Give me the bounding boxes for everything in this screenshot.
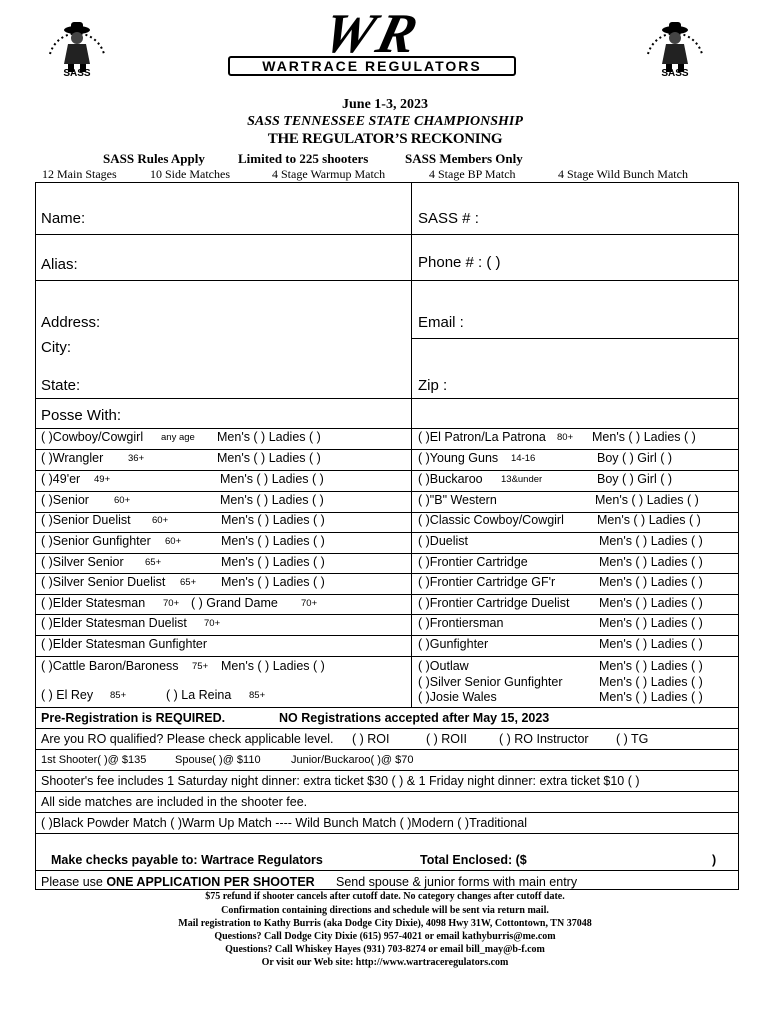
- category-right-0-options[interactable]: Men's ( ) Ladies ( ): [592, 430, 696, 444]
- row-line: [36, 812, 738, 813]
- category-left-8[interactable]: ( )Elder Statesman: [41, 596, 146, 610]
- stage-5: 4 Stage Wild Bunch Match: [558, 167, 688, 181]
- footer-line-5: Questions? Call Whiskey Hayes (931) 703-8274 or email bill_may@b-f.com: [225, 944, 545, 955]
- logo-banner: [228, 56, 516, 76]
- stage-3: 4 Stage Warmup Match: [272, 167, 386, 181]
- category-right-1[interactable]: ( )Young Guns: [418, 451, 499, 465]
- category-right-10-options[interactable]: Men's ( ) Ladies ( ): [599, 637, 703, 651]
- category-left-11-note: 75+: [192, 661, 209, 672]
- application-note: [41, 875, 315, 889]
- row-line: [36, 428, 738, 429]
- category-right-9[interactable]: ( )Frontiersman: [418, 616, 504, 630]
- preregistration-required: Pre-Registration is REQUIRED.: [41, 711, 226, 725]
- category-left-9[interactable]: ( )Elder Statesman Duelist: [41, 616, 187, 630]
- category-left-8-options[interactable]: ( ) Grand Dame: [191, 596, 278, 610]
- category-right-11[interactable]: ( )Outlaw: [418, 659, 469, 673]
- ro-option-tg[interactable]: ( ) TG: [616, 732, 649, 746]
- category-left-10[interactable]: ( )Elder Statesman Gunfighter: [41, 637, 208, 651]
- stage-2: 10 Side Matches: [150, 167, 230, 181]
- rule-3: SASS Members Only: [405, 151, 523, 166]
- row-line: [36, 728, 738, 729]
- alias-field[interactable]: Alias:: [41, 256, 78, 273]
- side-matches-note: All side matches are included in the shooter fee.: [41, 795, 308, 809]
- category-left-5-options[interactable]: Men's ( ) Ladies ( ): [221, 534, 325, 548]
- category-left-1[interactable]: ( )Wrangler: [41, 451, 104, 465]
- category-right-4[interactable]: ( )Classic Cowboy/Cowgirl: [418, 513, 564, 527]
- category-right-9-options[interactable]: Men's ( ) Ladies ( ): [599, 616, 703, 630]
- row-line: [36, 449, 738, 450]
- category-right-13[interactable]: ( )Josie Wales: [418, 690, 497, 704]
- category-right-13-options[interactable]: Men's ( ) Ladies ( ): [599, 690, 703, 704]
- total-enclosed[interactable]: Total Enclosed: ($: [420, 853, 527, 867]
- row-line: [36, 635, 738, 636]
- category-left-11[interactable]: ( )Cattle Baron/Baroness: [41, 659, 179, 673]
- category-left-3-note: 60+: [114, 495, 131, 506]
- registration-form: [35, 182, 739, 890]
- row-line: [36, 707, 738, 708]
- category-right-0[interactable]: ( )El Patron/La Patrona: [418, 430, 546, 444]
- application-note-prefix: Please use: [41, 875, 107, 889]
- event-title: SASS TENNESSEE STATE CHAMPIONSHIP: [247, 114, 523, 129]
- row-line: [36, 656, 738, 657]
- category-left-0-options[interactable]: Men's ( ) Ladies ( ): [217, 430, 321, 444]
- category-left-11-options[interactable]: Men's ( ) Ladies ( ): [221, 659, 325, 673]
- category-right-2[interactable]: ( )Buckaroo: [418, 472, 483, 486]
- category-right-2-note: 13&under: [501, 474, 543, 485]
- event-subtitle: THE REGULATOR’S RECKONING: [267, 131, 503, 147]
- checks-payable: Make checks payable to: Wartrace Regulators: [51, 853, 323, 867]
- application-note-suffix: Send spouse & junior forms with main entry: [336, 875, 578, 889]
- posse-field[interactable]: Posse With:: [41, 407, 122, 424]
- category-left-2[interactable]: ( )49'er: [41, 472, 81, 486]
- wartrace-logo: [222, 3, 522, 84]
- category-right-11-options[interactable]: Men's ( ) Ladies ( ): [599, 659, 703, 673]
- footer-line-3: Mail registration to Kathy Burris (aka Dodge City Dixie), 4098 Hwy 31W, Cottontown, TN 37048: [178, 918, 592, 929]
- zip-field[interactable]: Zip :: [418, 377, 448, 394]
- category-left-7[interactable]: ( )Silver Senior Duelist: [41, 575, 166, 589]
- category-right-8-options[interactable]: Men's ( ) Ladies ( ): [599, 596, 703, 610]
- category-left-1-options[interactable]: Men's ( ) Ladies ( ): [217, 451, 321, 465]
- category-right-3[interactable]: ( )"B" Western: [418, 493, 497, 507]
- wr-monogram: WR: [316, 3, 428, 65]
- category-left-6-options[interactable]: Men's ( ) Ladies ( ): [221, 555, 325, 569]
- ro-question: Are you RO qualified? Please check applicable level.: [41, 732, 334, 746]
- fee-junior[interactable]: Junior/Buckaroo( )@ $70: [291, 754, 414, 766]
- category-right-0-note: 80+: [557, 432, 574, 443]
- category-right-1-options[interactable]: Boy ( ) Girl ( ): [597, 451, 672, 465]
- category-left-0-note: any age: [161, 432, 195, 443]
- row-line: [36, 470, 738, 471]
- column-divider: [411, 183, 412, 707]
- category-left-6-note: 65+: [145, 557, 162, 568]
- ro-option-roi[interactable]: ( ) ROI: [352, 732, 390, 746]
- sass-badge-right: [640, 14, 710, 80]
- category-left-3-options[interactable]: Men's ( ) Ladies ( ): [220, 493, 324, 507]
- category-left-2-options[interactable]: Men's ( ) Ladies ( ): [220, 472, 324, 486]
- ro-option-roii[interactable]: ( ) ROII: [426, 732, 467, 746]
- email-field[interactable]: Email :: [418, 314, 464, 331]
- city-field[interactable]: City:: [41, 339, 71, 356]
- row-line: [36, 573, 738, 574]
- dinner-tickets[interactable]: Shooter's fee includes 1 Saturday night dinner: extra ticket $30 ( ) & 1 Friday night dinner: extra ticket $10 ( ): [41, 774, 640, 788]
- row-line: [36, 770, 738, 771]
- category-left-0[interactable]: ( )Cowboy/Cowgirl: [41, 430, 144, 444]
- category-left-2-note: 49+: [94, 474, 111, 485]
- row-line: [36, 491, 738, 492]
- category-right-8[interactable]: ( )Frontier Cartridge Duelist: [418, 596, 570, 610]
- footer-line-1: $75 refund if shooter cancels after cutoff date. No category changes after cutoff date.: [205, 891, 565, 902]
- category-left-4[interactable]: ( )Senior Duelist: [41, 513, 131, 527]
- row-line: [36, 594, 738, 595]
- category-right-6[interactable]: ( )Frontier Cartridge: [418, 555, 528, 569]
- category-left-8-note: 70+: [163, 598, 180, 609]
- category-right-12[interactable]: ( )Silver Senior Gunfighter: [418, 675, 563, 689]
- row-line: [36, 532, 738, 533]
- total-enclosed-close: ): [712, 853, 717, 867]
- row-line: [36, 614, 738, 615]
- category-left-12-options[interactable]: ( ) La Reina: [166, 688, 232, 702]
- category-right-10[interactable]: ( )Gunfighter: [418, 637, 489, 651]
- sass-number-field[interactable]: SASS # :: [418, 210, 479, 227]
- category-left-5-note: 60+: [165, 536, 182, 547]
- category-left-4-note: 60+: [152, 515, 169, 526]
- category-right-7[interactable]: ( )Frontier Cartridge GF'r: [418, 575, 556, 589]
- row-line: [36, 280, 738, 281]
- name-field[interactable]: Name:: [41, 210, 86, 227]
- event-date: June 1-3, 2023: [342, 97, 428, 112]
- category-right-3-options[interactable]: Men's ( ) Ladies ( ): [595, 493, 699, 507]
- row-line: [36, 234, 738, 235]
- category-left-4-options[interactable]: Men's ( ) Ladies ( ): [221, 513, 325, 527]
- category-right-7-options[interactable]: Men's ( ) Ladies ( ): [599, 575, 703, 589]
- category-left-7-note: 65+: [180, 577, 197, 588]
- logo-banner-text: WARTRACE REGULATORS: [262, 58, 482, 74]
- category-left-7-options[interactable]: Men's ( ) Ladies ( ): [221, 575, 325, 589]
- category-right-6-options[interactable]: Men's ( ) Ladies ( ): [599, 555, 703, 569]
- category-left-12-note2: 85+: [249, 690, 266, 701]
- state-field[interactable]: State:: [41, 377, 81, 394]
- category-right-5-options[interactable]: Men's ( ) Ladies ( ): [599, 534, 703, 548]
- rule-2: Limited to 225 shooters: [238, 151, 369, 166]
- category-left-12-note: 85+: [110, 690, 127, 701]
- sass-label-right: SASS: [661, 68, 689, 79]
- category-right-1-note: 14-16: [511, 453, 536, 464]
- phone-field[interactable]: Phone # : ( ): [418, 254, 501, 271]
- row-line: [36, 749, 738, 750]
- footer-line-2: Confirmation containing directions and schedule will be sent via return mail.: [221, 905, 549, 916]
- footer-line-6: Or visit our Web site: http://www.wartraceregulators.com: [261, 957, 509, 968]
- row-line: [36, 833, 738, 834]
- fee-spouse[interactable]: Spouse( )@ $110: [175, 754, 261, 766]
- row-line: [36, 791, 738, 792]
- category-right-2-options[interactable]: Boy ( ) Girl ( ): [597, 472, 672, 486]
- category-left-9-note: 70+: [204, 618, 221, 629]
- category-left-6[interactable]: ( )Silver Senior: [41, 555, 124, 569]
- application-note-bold: ONE APPLICATION PER SHOOTER: [106, 875, 315, 889]
- category-right-5[interactable]: ( )Duelist: [418, 534, 469, 548]
- category-left-1-note: 36+: [128, 453, 145, 464]
- row-line: [411, 338, 738, 339]
- sass-label-left: SASS: [63, 68, 91, 79]
- address-field[interactable]: Address:: [41, 314, 101, 331]
- stage-4: 4 Stage BP Match: [429, 167, 516, 181]
- ro-option-instructor[interactable]: ( ) RO Instructor: [499, 732, 589, 746]
- match-options[interactable]: ( )Black Powder Match ( )Warm Up Match ---- Wild Bunch Match ( )Modern ( )Traditional: [41, 816, 527, 830]
- fee-shooter[interactable]: 1st Shooter( )@ $135: [41, 754, 147, 766]
- category-left-3[interactable]: ( )Senior: [41, 493, 89, 507]
- row-line: [36, 398, 738, 399]
- rule-1: SASS Rules Apply: [103, 151, 205, 166]
- stage-1: 12 Main Stages: [42, 167, 117, 181]
- category-left-8-note2: 70+: [301, 598, 318, 609]
- footer-line-4: Questions? Call Dodge City Dixie (615) 957-4021 or email kathyburris@me.com: [214, 931, 556, 942]
- category-left-5[interactable]: ( )Senior Gunfighter: [41, 534, 151, 548]
- sass-badge-left: [42, 14, 112, 80]
- row-line: [36, 553, 738, 554]
- category-right-4-options[interactable]: Men's ( ) Ladies ( ): [597, 513, 701, 527]
- category-left-12[interactable]: ( ) El Rey: [41, 688, 94, 702]
- row-line: [36, 870, 738, 871]
- category-right-12-options[interactable]: Men's ( ) Ladies ( ): [599, 675, 703, 689]
- registration-deadline: NO Registrations accepted after May 15, 2023: [279, 711, 550, 725]
